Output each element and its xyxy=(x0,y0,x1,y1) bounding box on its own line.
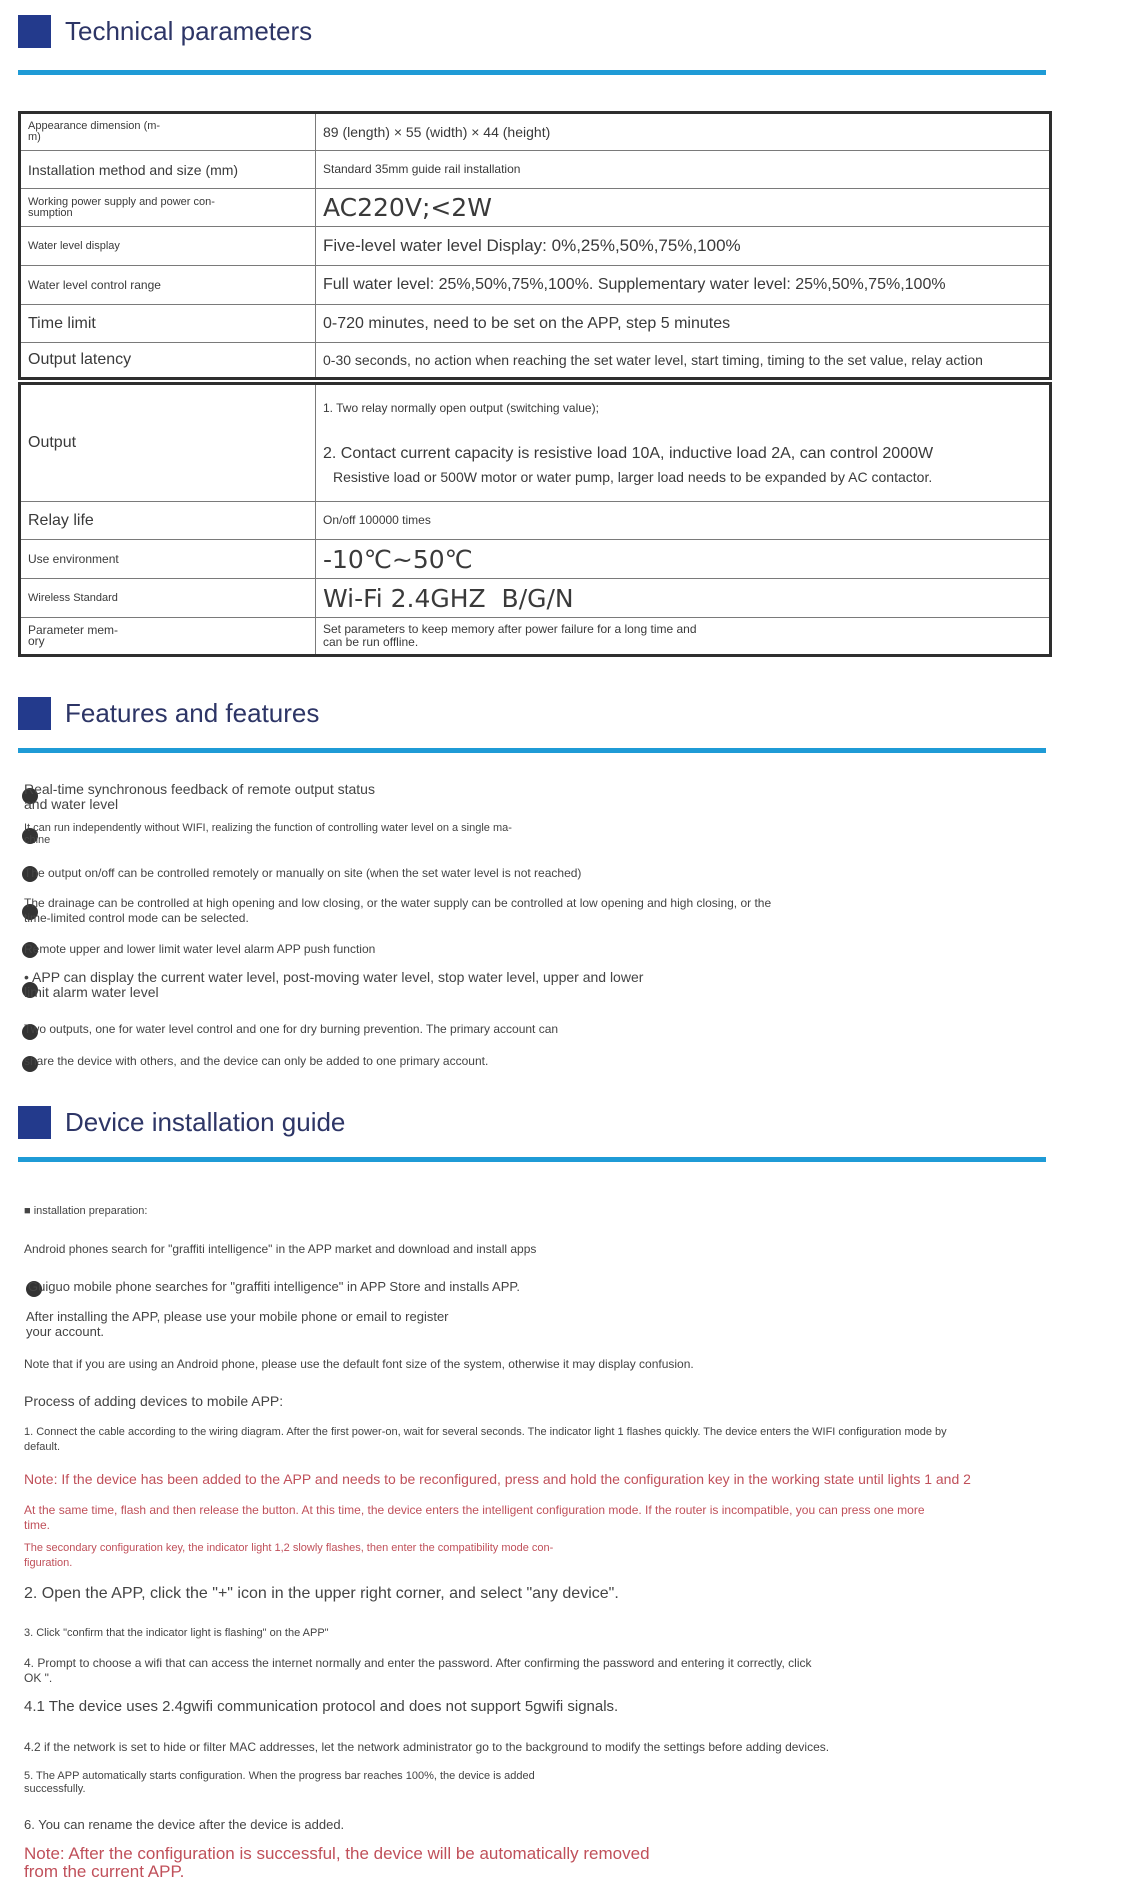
guide-line: 1. Connect the cable according to the wiring diagram. After the first power-on, wait for several seconds. The indicator light 1 flashes quickly. The device enters the WIFI configuration mode by default. xyxy=(24,1426,947,1453)
feature-item: Real-time synchronous feedback of remote output status and water level xyxy=(24,781,375,812)
table-row xyxy=(20,343,1051,379)
divider xyxy=(18,1157,1046,1162)
param-value: -10℃~50℃ xyxy=(316,540,1051,579)
param-key: Appearance dimension (m- m) xyxy=(20,113,316,151)
output-line-2: 2. Contact current capacity is resistive load 10A, inductive load 2A, can control 2000W xyxy=(323,444,934,462)
param-value: Five-level water level Display: 0%,25%,50%,75%,100% xyxy=(316,227,1051,266)
table-row xyxy=(20,618,1051,656)
param-key: Output xyxy=(20,384,316,502)
table-row xyxy=(20,151,1051,189)
guide-line: Guiguo mobile phone searches for "graffiti intelligence" in APP Store and installs APP. xyxy=(28,1279,520,1294)
table-row xyxy=(20,189,1051,227)
feature-item: share the device with others, and the device can only be added to one primary account. xyxy=(24,1054,489,1068)
param-value: Set parameters to keep memory after power failure for a long time and can be run offline. xyxy=(316,618,1051,656)
param-key: Wireless Standard xyxy=(20,579,316,618)
table-row xyxy=(20,384,1051,502)
guide-line: After installing the APP, please use your mobile phone or email to register your account. xyxy=(26,1309,449,1339)
feature-item: It can run independently without WIFI, realizing the function of controlling water level on a single ma- chine xyxy=(24,822,512,846)
table-row xyxy=(20,113,1051,151)
guide-line: ■ installation preparation: xyxy=(24,1205,148,1217)
section-install-header xyxy=(18,1106,345,1139)
guide-line: Process of adding devices to mobile APP: xyxy=(24,1393,284,1409)
square-icon xyxy=(18,697,51,730)
guide-line: Note that if you are using an Android phone, please use the default font size of the system, otherwise it may display confusion. xyxy=(24,1357,694,1371)
param-key: Working power supply and power con- sumption xyxy=(20,189,316,227)
section-title: Features and features xyxy=(65,698,320,728)
output-line-1: 1. Two relay normally open output (switching value); xyxy=(323,400,599,415)
feature-item: The output on/off can be controlled remotely or manually on site (when the set water level is not reached) xyxy=(24,866,582,880)
guide-line: 4.2 if the network is set to hide or filter MAC addresses, let the network administrator go to the background to modify the settings before adding devices. xyxy=(24,1740,830,1754)
param-value: 0-720 minutes, need to be set on the APP, step 5 minutes xyxy=(316,305,1051,343)
param-key: Use environment xyxy=(20,540,316,579)
section-title: Device installation guide xyxy=(65,1107,346,1137)
table-row xyxy=(20,266,1051,305)
param-key: Installation method and size (mm) xyxy=(20,151,316,189)
guide-line: 4.1 The device uses 2.4gwifi communication protocol and does not support 5gwifi signals. xyxy=(24,1698,619,1715)
guide-line: 2. Open the APP, click the "+" icon in the upper right corner, and select "any device". xyxy=(24,1585,619,1602)
guide-note: Note: If the device has been added to the APP and needs to be reconfigured, press and hold the configuration key in the working state until lights 1 and 2 xyxy=(24,1471,971,1487)
params-table-2 xyxy=(18,382,1052,657)
param-value: 89 (length) × 55 (width) × 44 (height) xyxy=(316,113,1051,151)
table-row xyxy=(20,540,1051,579)
param-key: Relay life xyxy=(20,502,316,540)
table-row xyxy=(20,502,1051,540)
guide-line: 6. You can rename the device after the device is added. xyxy=(24,1817,345,1832)
param-key: Time limit xyxy=(20,305,316,343)
guide-note: At the same time, flash and then release the button. At this time, the device enters the intelligent configuration mode. If the router is incompatible, you can press one more time. xyxy=(24,1503,925,1532)
divider xyxy=(18,70,1046,75)
param-value: Full water level: 25%,50%,75%,100%. Supplementary water level: 25%,50%,75%,100% xyxy=(316,266,1051,305)
param-key: Parameter mem- ory xyxy=(20,618,316,656)
square-icon xyxy=(18,15,51,48)
table-row xyxy=(20,227,1051,266)
guide-line: 4. Prompt to choose a wifi that can access the internet normally and enter the password. After confirming the password and entering it correctly, click OK ". xyxy=(24,1656,812,1685)
square-icon xyxy=(18,1106,51,1139)
section-title: Technical parameters xyxy=(65,16,313,46)
feature-item: • APP can display the current water level, post-moving water level, stop water level, upper and lower limit alarm water level xyxy=(24,969,644,1000)
feature-item: The drainage can be controlled at high opening and low closing, or the water supply can be controlled at low opening and high closing, or the time-limited control mode can be selected. xyxy=(24,896,772,925)
param-value: 0-30 seconds, no action when reaching the set water level, start timing, timing to the set value, relay action xyxy=(316,343,1051,379)
output-line-3: Resistive load or 500W motor or water pump, larger load needs to be expanded by AC contactor. xyxy=(333,468,933,485)
guide-line: 3. Click "confirm that the indicator light is flashing" on the APP" xyxy=(24,1627,329,1639)
param-value: On/off 100000 times xyxy=(316,502,1051,540)
guide-line: 5. The APP automatically starts configuration. When the progress bar reaches 100%, the device is added successfully. xyxy=(24,1770,535,1795)
table-row xyxy=(20,579,1051,618)
param-key: Water level display xyxy=(20,227,316,266)
param-value xyxy=(316,384,1051,502)
guide-note: Note: After the configuration is successful, the device will be automatically removed from the current APP. xyxy=(24,1844,650,1881)
feature-item: Two outputs, one for water level control and one for dry burning prevention. The primary account can xyxy=(24,1022,559,1036)
param-value: Wi-Fi 2.4GHZ B/G/N xyxy=(316,579,1051,618)
table-row xyxy=(20,305,1051,343)
divider xyxy=(18,748,1046,753)
feature-item: Remote upper and lower limit water level alarm APP push function xyxy=(24,942,376,956)
param-value: Standard 35mm guide rail installation xyxy=(316,151,1051,189)
param-value: AC220V;<2W xyxy=(316,189,1051,227)
guide-line: Android phones search for "graffiti intelligence" in the APP market and download and install apps xyxy=(24,1242,537,1256)
params-table xyxy=(18,111,1052,380)
section-technical-header xyxy=(18,15,312,48)
guide-note: The secondary configuration key, the indicator light 1,2 slowly flashes, then enter the compatibility mode con- figuration. xyxy=(24,1542,554,1569)
param-key: Water level control range xyxy=(20,266,316,305)
param-key: Output latency xyxy=(20,343,316,379)
section-features-header xyxy=(18,697,319,730)
